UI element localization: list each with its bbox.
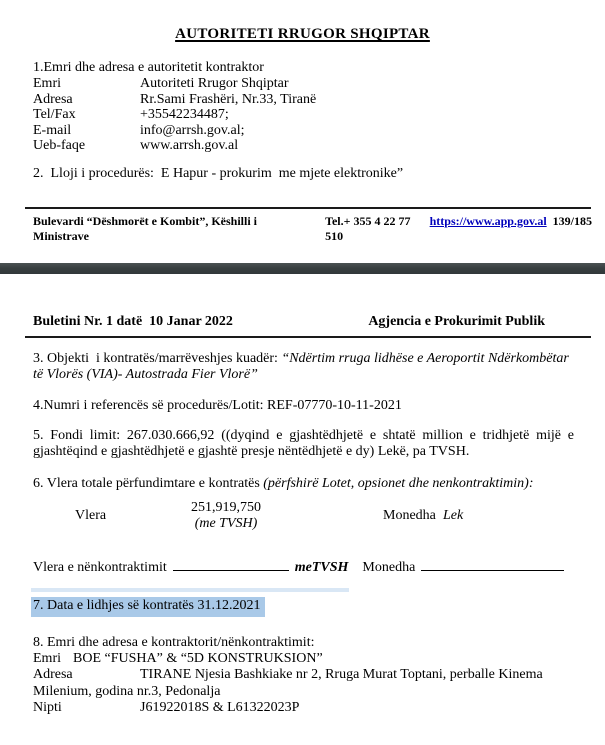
subcontract-vat-note: meTVSH bbox=[294, 560, 349, 575]
footer-link[interactable]: https://www.app.gov.al bbox=[429, 214, 547, 228]
footer-telephone: Tel.+ 355 4 22 77 510 bbox=[325, 214, 411, 243]
page-title: AUTORITETI RRUGOR SHQIPTAR bbox=[175, 26, 430, 42]
contractor-name-label: Emri bbox=[33, 651, 61, 667]
section6-label: 6. Vlera totale përfundimtare e kontratës bbox=[33, 476, 264, 491]
section8-heading: 8. Emri dhe adresa e kontraktorit/nënkontraktimit: bbox=[33, 635, 315, 650]
section6-total-value-heading bbox=[33, 476, 574, 492]
section8-contractor-block bbox=[33, 635, 574, 716]
currency-label: Monedha bbox=[383, 508, 436, 523]
section6-note: (përfshirë Lotet, opsionet dhe nenkontraktimin): bbox=[263, 476, 534, 491]
contractor-address-label: Adresa bbox=[33, 667, 73, 683]
contractor-nipt-label: Nipti bbox=[33, 699, 62, 715]
contact-info-list bbox=[33, 76, 573, 154]
contractor-name-row bbox=[33, 651, 574, 667]
bulletin-title: Buletini Nr. 1 datë 10 Janar 2022 bbox=[33, 314, 233, 329]
contact-label: Tel/Fax bbox=[33, 107, 76, 123]
section3-contract-object bbox=[33, 351, 574, 383]
contact-label: Emri bbox=[33, 76, 61, 91]
contact-value: www.arrsh.gov.al bbox=[140, 138, 239, 154]
section5-fund-limit: 5. Fondi limit: 267.030.666,92 ((dyqind e gjashtëdhjetë e shtatë million e tridhjetë mijë e gjashtëqind e gjashtëdhjetë e gjashtë presje nëntëdhjetë e dy) Lekë, pa TVSH. bbox=[33, 428, 574, 460]
contact-row-telfax bbox=[33, 107, 573, 123]
section4-reference-number: 4.Numri i referencës së procedurës/Lotit: REF-07770-10-11-2021 bbox=[33, 398, 402, 413]
value-vat-note: (me TVSH) bbox=[194, 516, 258, 531]
contractor-address-value: TIRANE Njesia Bashkiake nr 2, Rruga Murat Toptani, perballe Kinema Milenium, godina nr.3, Pedonalja bbox=[33, 667, 543, 699]
contract-value-row bbox=[33, 499, 574, 541]
contact-value: info@arrsh.gov.al; bbox=[140, 122, 245, 138]
contractor-nipt-row bbox=[33, 700, 574, 716]
subcontract-value-row bbox=[33, 556, 593, 576]
subcontract-label: Vlera e nënkontraktimit bbox=[33, 560, 167, 575]
contact-label: Adresa bbox=[33, 91, 73, 107]
subcontract-value-blank bbox=[173, 556, 289, 571]
contact-row-webpage bbox=[33, 138, 573, 154]
contact-row-email bbox=[33, 123, 573, 139]
footer-page-number: 139/185 bbox=[552, 214, 592, 228]
contractor-address-row bbox=[33, 667, 574, 699]
contact-value: +35542234487; bbox=[140, 107, 229, 123]
contact-label: E-mail bbox=[33, 122, 72, 138]
section1-heading: 1.Emri dhe adresa e autoritetit kontraktor bbox=[33, 60, 264, 75]
subcontract-currency-label: Monedha bbox=[362, 560, 416, 575]
agency-name: Agjencia e Prokurimit Publik bbox=[368, 314, 545, 329]
selection-highlight-strip bbox=[31, 588, 349, 592]
header-divider bbox=[25, 336, 591, 338]
value-amount-block bbox=[150, 500, 302, 532]
contact-value: Rr.Sami Frashëri, Nr.33, Tiranë bbox=[140, 91, 317, 107]
currency-value: Lek bbox=[443, 508, 464, 523]
section7-contract-date-highlighted: 7. Data e lidhjes së kontratës 31.12.2021 bbox=[31, 597, 265, 617]
value-label: Vlera bbox=[75, 508, 107, 523]
footer-divider bbox=[25, 207, 591, 209]
section3-label: 3. Objekti i kontratës/marrëveshjes kuadër: bbox=[33, 351, 282, 366]
footer-address: Bulevardi “Dëshmorët e Kombit”, Këshilli i Ministrave bbox=[33, 214, 260, 243]
value-amount: 251,919,750 bbox=[191, 500, 261, 515]
page-footer bbox=[33, 214, 592, 244]
page-separator-bar bbox=[0, 263, 605, 274]
contact-value: Autoriteti Rrugor Shqiptar bbox=[140, 76, 289, 91]
subcontract-currency-blank bbox=[421, 556, 564, 571]
section3-value: “Ndërtim rruga lidhëse e Aeroportit Ndërkombëtar të Vlorës (VIA)- Autostrada Fier Vlorë” bbox=[33, 351, 569, 383]
contact-label: Ueb-faqe bbox=[33, 138, 86, 154]
contractor-name-value: BOE “FUSHA” & “5D KONSTRUKSION” bbox=[73, 651, 323, 667]
contractor-nipt-value: J61922018S & L61322023P bbox=[140, 699, 300, 715]
bulletin-header bbox=[33, 314, 545, 330]
contact-row-adresa bbox=[33, 92, 573, 108]
section2-procedure-type: 2. Lloji i procedurës: E Hapur - prokurim me mjete elektronike” bbox=[33, 166, 404, 181]
contact-row-emri bbox=[33, 76, 573, 92]
